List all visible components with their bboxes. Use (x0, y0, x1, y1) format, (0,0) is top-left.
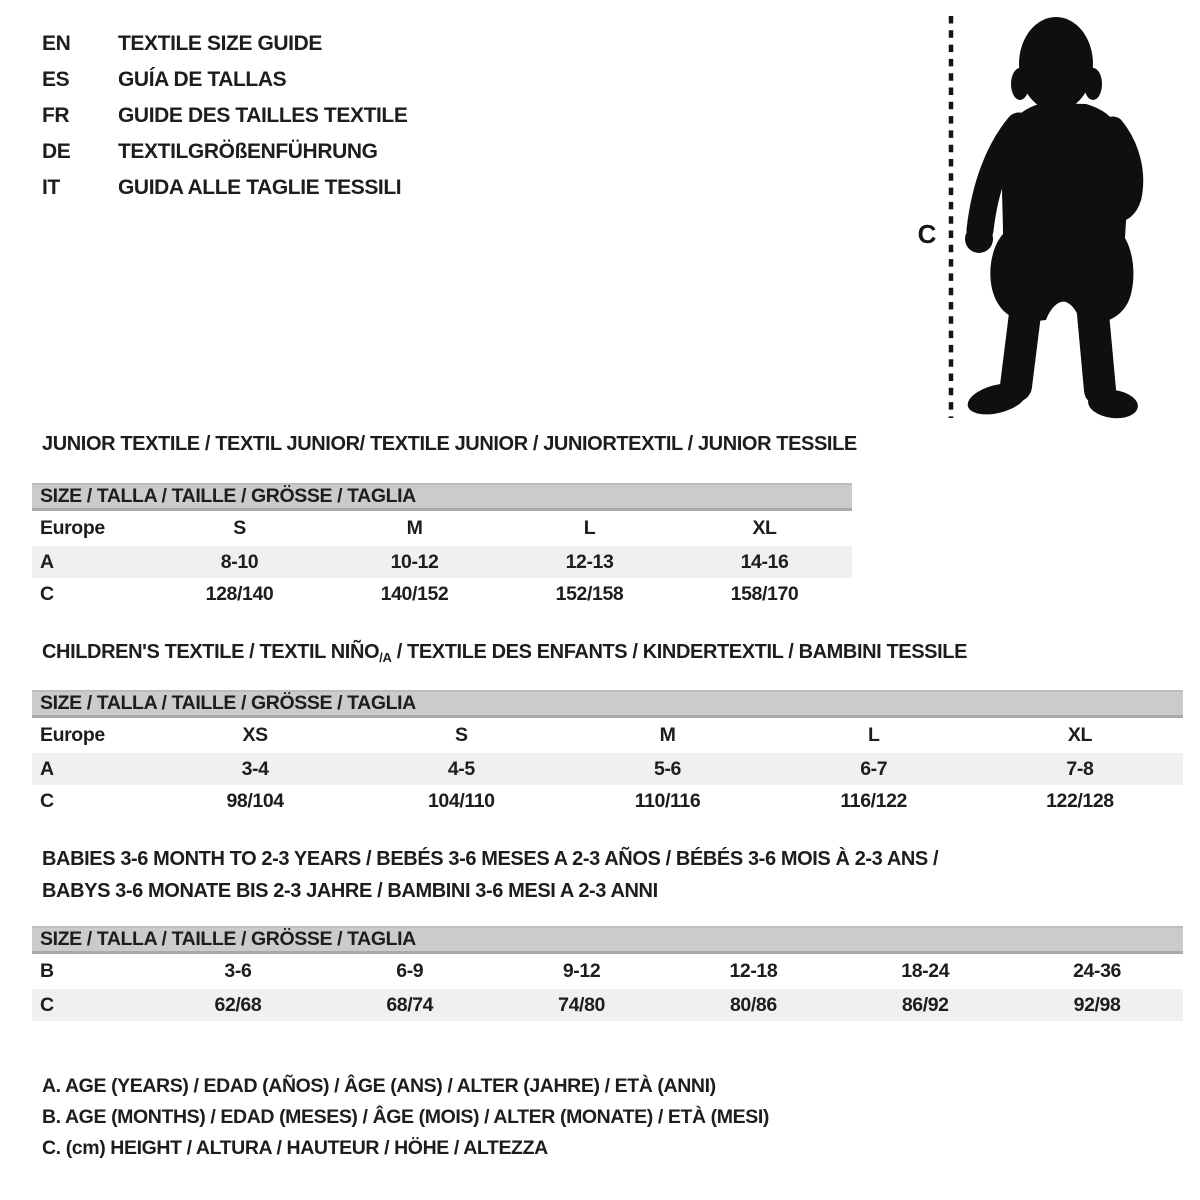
age-cell: 8-10 (220, 550, 259, 573)
height-cell: 110/116 (634, 789, 701, 812)
leg-left (1016, 298, 1027, 386)
head (1019, 17, 1093, 111)
size-header-bar: SIZE / TALLA / TAILLE / GRÖSSE / TAGLIA (32, 483, 852, 511)
height-cell: 86/92 (901, 993, 949, 1016)
babies-section-heading (42, 843, 938, 907)
language-code: EN (42, 32, 71, 55)
age-cell: 12-13 (565, 550, 614, 573)
row-label: B (40, 960, 54, 982)
babies-heading-line2: BABYS 3-6 MONATE BIS 2-3 JAHRE / BAMBINI 3-6 MESI A 2-3 ANNI (42, 880, 658, 902)
legend-line-height: C. (cm) HEIGHT / ALTURA / HAUTEUR / HÖHE / ALTEZZA (42, 1137, 548, 1159)
language-row-en (42, 26, 407, 62)
age-cell: 14-16 (740, 550, 789, 573)
language-title: GUIDA ALLE TAGLIE TESSILI (118, 176, 402, 199)
size-cell: XL (752, 517, 777, 539)
toddler-figure (880, 0, 1200, 430)
row-label: A (40, 550, 54, 573)
height-cell: 104/110 (427, 789, 495, 812)
language-code: DE (42, 140, 71, 163)
months-cell: 12-18 (729, 960, 778, 982)
age-cell: 3-4 (241, 757, 269, 780)
size-cell: XS (242, 724, 268, 746)
height-cell: 92/98 (1073, 993, 1121, 1016)
months-cell: 9-12 (562, 960, 601, 982)
leg-right (1092, 303, 1100, 390)
hand-left (965, 225, 993, 253)
size-header-bar: SIZE / TALLA / TAILLE / GRÖSSE / TAGLIA (32, 690, 1183, 718)
size-cell: L (867, 724, 880, 746)
row-label: A (40, 757, 54, 780)
age-cell: 4-5 (447, 757, 475, 780)
row-label: Europe (40, 724, 105, 746)
months-cell: 3-6 (224, 960, 252, 982)
language-row-es (42, 62, 407, 98)
height-cell: 80/86 (729, 993, 777, 1016)
height-cell: 122/128 (1046, 789, 1114, 812)
height-cell: 68/74 (386, 993, 434, 1016)
language-code: FR (42, 104, 70, 127)
language-code: IT (42, 176, 60, 199)
children-section-heading (42, 641, 967, 665)
language-title: TEXTILE SIZE GUIDE (118, 32, 322, 55)
table-row-age (32, 546, 852, 578)
children-heading-part2: / TEXTILE DES ENFANTS / KINDERTEXTIL / BAMBINI TESSILE (391, 641, 968, 663)
row-label: C (40, 993, 54, 1016)
age-cell: 10-12 (390, 550, 439, 573)
table-row-height (32, 785, 1183, 817)
language-title: GUÍA DE TALLAS (118, 68, 287, 91)
language-title: GUIDE DES TAILLES TEXTILE (118, 104, 408, 127)
babies-heading-line1: BABIES 3-6 MONTH TO 2-3 YEARS / BEBÉS 3-6 MESES A 2-3 AÑOS / BÉBÉS 3-6 MOIS À 2-3 ANS / (42, 848, 939, 870)
size-cell: XL (1067, 724, 1092, 746)
height-cell: 140/152 (380, 582, 449, 605)
size-header-bar: SIZE / TALLA / TAILLE / GRÖSSE / TAGLIA (32, 926, 1183, 954)
table-row-age (32, 753, 1183, 785)
height-cell: 116/122 (840, 789, 908, 812)
legend-line-age-months: B. AGE (MONTHS) / EDAD (MESES) / ÂGE (MOIS) / ALTER (MONATE) / ETÀ (MESI) (42, 1106, 769, 1128)
table-row-months (32, 954, 1183, 989)
size-cell: S (233, 517, 246, 539)
months-cell: 6-9 (396, 960, 424, 982)
height-cell: 158/170 (730, 582, 799, 605)
row-label: C (40, 582, 54, 605)
babies-size-table (32, 926, 1183, 1021)
row-label: C (40, 789, 54, 812)
language-code: ES (42, 68, 70, 91)
age-cell: 7-8 (1066, 757, 1094, 780)
row-label: Europe (40, 517, 105, 539)
age-cell: 5-6 (654, 757, 681, 780)
toddler-silhouette-icon (965, 17, 1140, 421)
size-cell: M (406, 517, 423, 539)
height-cell: 74/80 (558, 993, 605, 1016)
height-cell: 128/140 (205, 582, 274, 605)
language-title-list (42, 26, 407, 206)
children-heading-sub: /A (379, 650, 392, 665)
language-title: TEXTILGRÖßENFÜHRUNG (118, 140, 378, 163)
table-row-region (32, 718, 1183, 753)
table-row-region (32, 511, 852, 546)
size-cell: S (455, 724, 468, 746)
age-cell: 6-7 (860, 757, 888, 780)
height-cell: 62/68 (214, 993, 262, 1016)
language-row-de (42, 134, 407, 170)
height-label: C (917, 219, 936, 249)
height-cell: 152/158 (555, 582, 624, 605)
table-row-height (32, 989, 1183, 1021)
junior-section-heading: JUNIOR TEXTILE / TEXTIL JUNIOR/ TEXTILE JUNIOR / JUNIORTEXTIL / JUNIOR TESSILE (42, 433, 857, 455)
junior-size-table (32, 483, 852, 610)
height-cell: 98/104 (226, 789, 284, 812)
legend-line-age-years: A. AGE (YEARS) / EDAD (AÑOS) / ÂGE (ANS) / ALTER (JAHRE) / ETÀ (ANNI) (42, 1075, 716, 1097)
measure-legend (42, 1071, 769, 1164)
children-heading-part1: CHILDREN'S TEXTILE / TEXTIL NIÑO (42, 641, 380, 663)
children-size-table (32, 690, 1183, 817)
months-cell: 18-24 (901, 960, 950, 982)
months-cell: 24-36 (1073, 960, 1121, 982)
language-row-fr (42, 98, 407, 134)
size-cell: M (659, 724, 676, 746)
table-row-height (32, 578, 852, 610)
size-cell: L (583, 517, 596, 539)
language-row-it (42, 170, 407, 206)
